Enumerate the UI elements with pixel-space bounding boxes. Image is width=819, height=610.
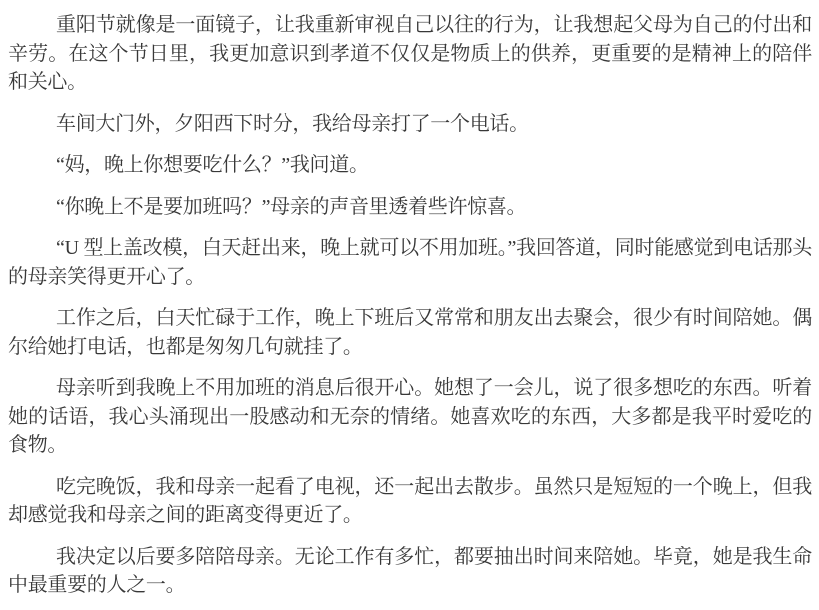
paragraph: 吃完晚饭，我和母亲一起看了电视，还一起出去散步。虽然只是短短的一个晚上，但我却感觉我和母亲之间的距离变得更近了。 bbox=[8, 475, 812, 526]
paragraph: “你晚上不是要加班吗？”母亲的声音里透着些许惊喜。 bbox=[56, 195, 527, 218]
paragraph: 重阳节就像是一面镜子，让我重新审视自己以往的行为，让我想起父母为自己的付出和辛劳。在这个节日里，我更加意识到孝道不仅仅是物质上的供养，更重要的是精神上的陪伴和关心。 bbox=[8, 14, 812, 93]
paragraph: 我决定以后要多陪陪母亲。无论工作有多忙，都要抽出时间来陪她。毕竟，她是我生命中最重要的人之一。 bbox=[8, 545, 812, 596]
paragraph: 工作之后，白天忙碌于工作，晚上下班后又常常和朋友出去聚会，很少有时间陪她。偶尔给她打电话，也都是匆匆几句就挂了。 bbox=[8, 307, 812, 358]
paragraph: 母亲听到我晚上不用加班的消息后很开心。她想了一会儿，说了很多想吃的东西。听着她的话语，我心头涌现出一股感动和无奈的情绪。她喜欢吃的东西，大多都是我平时爱吃的食物。 bbox=[8, 377, 812, 456]
paragraph: “U 型上盖改模，白天赶出来，晚上就可以不用加班。”我回答道，同时能感觉到电话那头的母亲笑得更开心了。 bbox=[8, 237, 812, 288]
paragraph: 车间大门外，夕阳西下时分，我给母亲打了一个电话。 bbox=[56, 112, 529, 135]
paragraph: “妈，晚上你想要吃什么？”我问道。 bbox=[56, 154, 369, 176]
